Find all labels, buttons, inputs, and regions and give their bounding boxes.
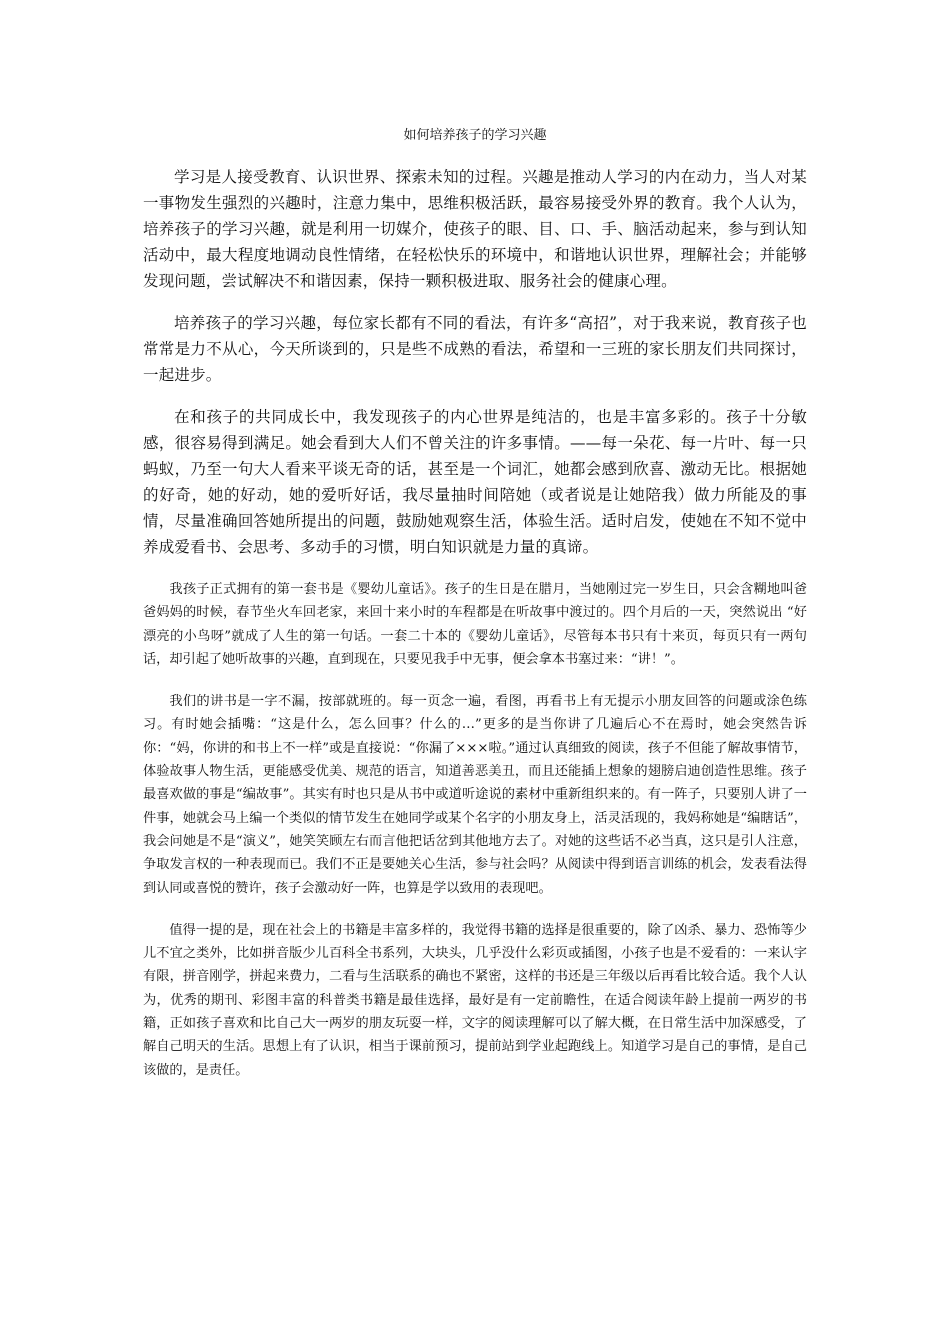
paragraph-6: 值得一提的是，现在社会上的书籍是丰富多样的，我觉得书籍的选择是很重要的，除了凶杀、暴力、恐怖等少儿不宜之类外，比如拼音版少儿百科全书系列，大块头，几乎没什么彩页或插图，小孩子也是不爱看的：一来认字有限，拼音刚学，拼起来费力，二看与生活联系的确也不紧密，这样的书还是三年级以后再看比较合适。我个人认为，优秀的期刊、彩图丰富的科普类书籍是最佳选择，最好是有一定前瞻性，在适合阅读年龄上提前一两岁的书籍，正如孩子喜欢和比自己大一两岁的朋友玩耍一样，文字的阅读理解可以了解大概，在日常生活中加深感受，了解自己明天的生活。思想上有了认识，相当于课前预习，提前站到学业起跑线上。知道学习是自己的事情，是自己该做的，是责任。 — [143, 922, 807, 1078]
document-title: 如何培养孩子的学习兴趣 — [403, 128, 547, 143]
document-page — [143, 128, 807, 1082]
paragraph-5: 我们的讲书是一字不漏，按部就班的。每一页念一遍，看图，再看书上有无提示小朋友回答的问题或涂色练习。有时她会插嘴：“这是什么，怎么回事？什么的…”更多的是当你讲了几遍后心不在焉时，她会突然告诉你：“妈，你讲的和书上不一样”或是直接说：“你漏了×××啦。”通过认真细致的阅读，孩子不但能了解故事情节，体验故事人物生活，更能感受优美、规范的语言，知道善恶美丑，而且还能插上想象的翅膀启迪创造性思维。孩子最喜欢做的事是“编故事”。其实有时也只是从书中或道听途说的素材中重新组织来的。有一阵子，只要别人讲了一件事，她就会马上编一个类似的情节发生在她同学或某个名字的小朋友身上，活灵活现的，我妈称她是“编瞎话”，我会问她是不是“演义”，她笑笑顾左右而言他把话岔到其他地方去了。对她的这些话不必当真，这只是引人注意，争取发言权的一种表现而已。我们不正是要她关心生活，参与社会吗？从阅读中得到语言训练的机会，发表看法得到认同或喜悦的赞许，孩子会激动好一阵，也算是学以致用的表现吧。 — [143, 694, 807, 896]
paragraph-1: 学习是人接受教育、认识世界、探索未知的过程。兴趣是推动人学习的内在动力，当人对某一事物发生强烈的兴趣时，注意力集中，思维积极活跃，最容易接受外界的教育。我个人认为，培养孩子的学习兴趣，就是利用一切媒介，使孩子的眼、目、口、手、脑活动起来，参与到认知活动中，最大程度地调动良性情绪，在轻松快乐的环境中，和谐地认识世界，理解社会；并能够发现问题，尝试解决不和谐因素，保持一颗积极进取、服务社会的健康心理。 — [143, 168, 807, 290]
paragraph-2: 培养孩子的学习兴趣，每位家长都有不同的看法，有许多“高招”，对于我来说，教育孩子也常常是力不从心，今天所谈到的，只是些不成熟的看法，希望和一三班的家长朋友们共同探讨，一起进步。 — [143, 314, 807, 384]
paragraph-3: 在和孩子的共同成长中，我发现孩子的内心世界是纯洁的，也是丰富多彩的。孩子十分敏感，很容易得到满足。她会看到大人们不曾关注的许多事情。——每一朵花、每一片叶、每一只蚂蚁，乃至一句大人看来平谈无奇的话，甚至是一个词汇，她都会感到欣喜、激动无比。根据她的好奇，她的好动，她的爱听好话，我尽量抽时间陪她（或者说是让她陪我）做力所能及的事情，尽量准确回答她所提出的问题，鼓励她观察生活，体验生活。适时启发，使她在不知不觉中养成爱看书、会思考、多动手的习惯，明白知识就是力量的真谛。 — [143, 408, 807, 556]
paragraph-4: 我孩子正式拥有的第一套书是《婴幼儿童话》。孩子的生日是在腊月，当她刚过完一岁生日，只会含糊地叫爸爸妈妈的时候，春节坐火车回老家，来回十来小时的车程都是在听故事中渡过的。四个月后的一天，突然说出 “好漂亮的小鸟呀”就成了人生的第一句话。一套二十本的《婴幼儿童话》，尽管每本书只有十来页，每页只有一两句话，却引起了她听故事的兴趣，直到现在，只要见我手中无事，便会拿本书塞过来：“讲！”。 — [143, 582, 807, 667]
